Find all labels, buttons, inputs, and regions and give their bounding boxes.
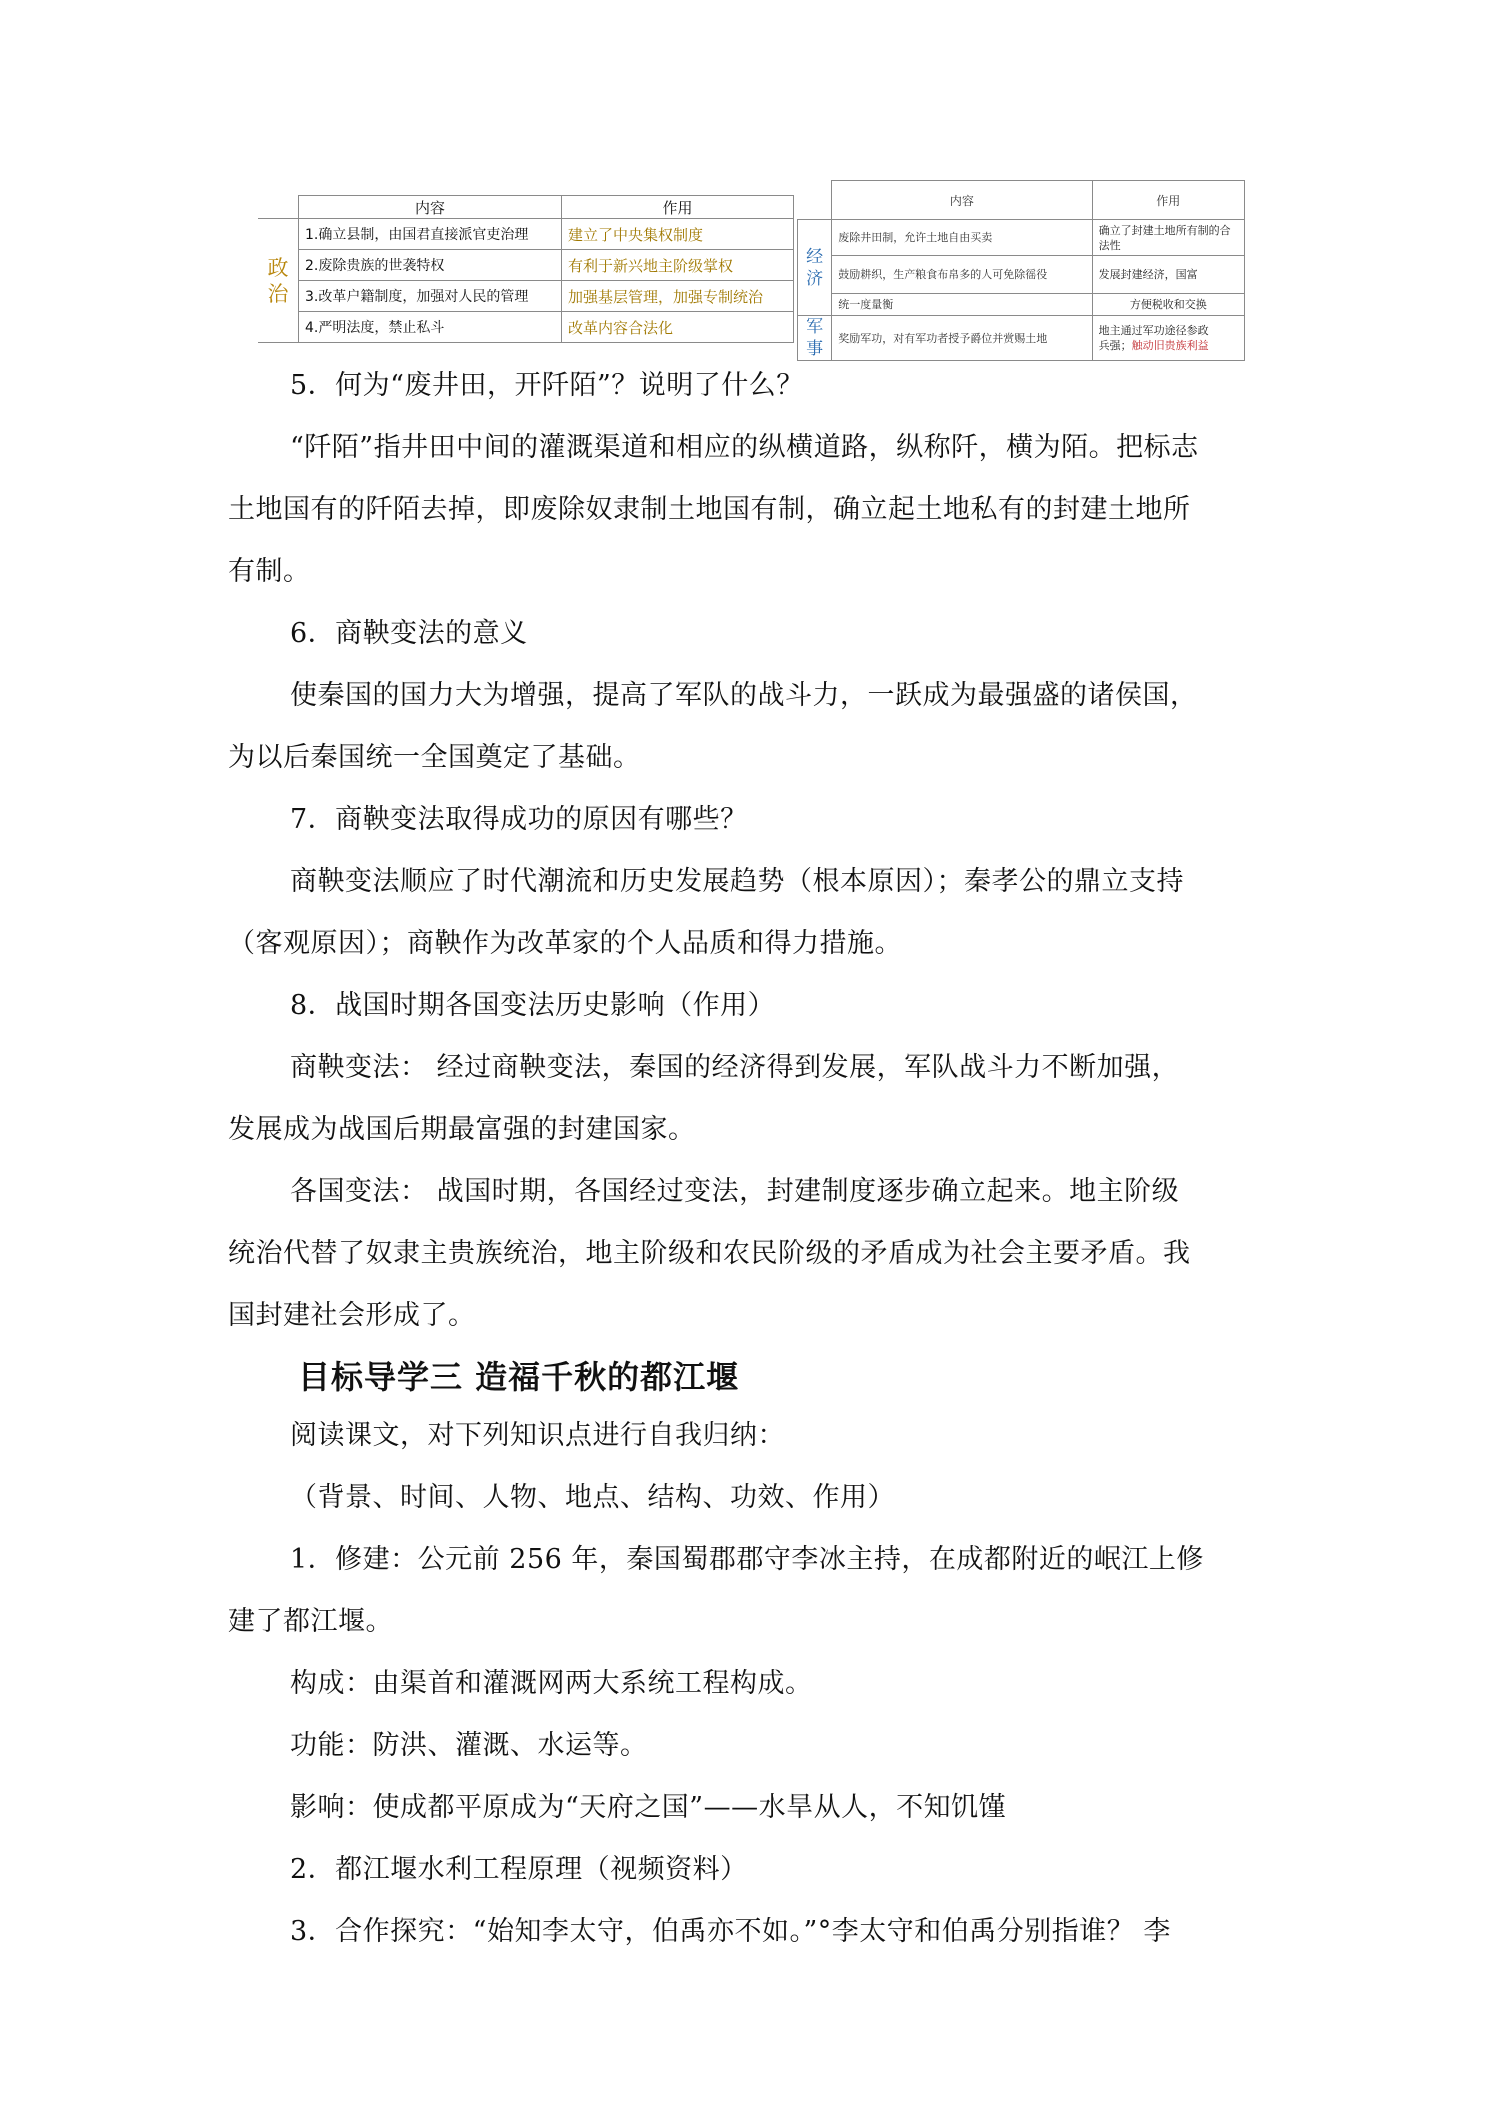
table-cell-content: 4.严明法度，禁止私斗 xyxy=(299,312,562,343)
table-cell-content: 3.改革户籍制度，加强对人民的管理 xyxy=(299,281,562,312)
reform-politics-table xyxy=(258,195,794,343)
column-header-content: 内容 xyxy=(299,196,562,219)
table-cell-content: 奖励军功，对有军功者授予爵位并赏赐土地 xyxy=(832,316,1092,361)
paragraph-line: （背景、时间、人物、地点、结构、功效、作用） xyxy=(290,1482,895,1513)
paragraph-line: 建了都江堰。 xyxy=(228,1606,393,1637)
section-heading: 目标导学三 造福千秋的都江堰 xyxy=(298,1358,740,1396)
table-corner xyxy=(798,181,832,220)
reform-economy-military-table xyxy=(797,180,1245,361)
effect-text: 地主通过军功途径参政 xyxy=(1098,324,1209,337)
paragraph-line: 影响：使成都平原成为“天府之国”——水旱从人，不知饥馑 xyxy=(290,1792,1007,1823)
paragraph-line: 土地国有的阡陌去掉，即废除奴隶制土地国有制，确立起土地私有的封建土地所 xyxy=(228,494,1191,525)
paragraph-line: （客观原因）；商鞅作为改革家的个人品质和得力措施。 xyxy=(228,928,902,959)
table-cell-content: 废除井田制，允许土地自由买卖 xyxy=(832,220,1092,256)
paragraph-line: “阡陌”指井田中间的灌溉渠道和相应的纵横道路，纵称阡，横为陌。把标志 xyxy=(290,432,1199,463)
table-cell-effect xyxy=(1092,316,1244,361)
effect-text-red: 触动旧贵族利益 xyxy=(1131,339,1209,352)
table-cell-effect: 确立了封建土地所有制的合法性 xyxy=(1092,220,1244,256)
question-6: 6．商鞅变法的意义 xyxy=(290,618,528,649)
question-7: 7．商鞅变法取得成功的原因有哪些？ xyxy=(290,804,748,835)
paragraph-line: 商鞅变法： 经过商鞅变法，秦国的经济得到发展，军队战斗力不断加强， xyxy=(290,1052,1180,1083)
paragraph-line: 为以后秦国统一全国奠定了基础。 xyxy=(228,742,641,773)
paragraph-line: 1．修建：公元前 256 年，秦国蜀郡郡守李冰主持，在成都附近的岷江上修 xyxy=(290,1544,1204,1575)
paragraph-line: 国封建社会形成了。 xyxy=(228,1300,476,1331)
column-header-effect: 作用 xyxy=(562,196,794,219)
paragraph-line: 3．合作探究：“始知李太守，伯禹亦不如。”°李太守和伯禹分别指谁？ 李 xyxy=(290,1916,1171,1947)
paragraph-line: 各国变法： 战国时期，各国经过变法，封建制度逐步确立起来。地主阶级 xyxy=(290,1176,1180,1207)
table-corner xyxy=(258,196,299,219)
category-economy: 经济 xyxy=(798,220,832,316)
question-8: 8．战国时期各国变法历史影响（作用） xyxy=(290,990,776,1021)
table-cell-effect: 有利于新兴地主阶级掌权 xyxy=(562,250,794,281)
category-military: 军事 xyxy=(798,316,832,361)
table-cell-content: 1.确立县制，由国君直接派官吏治理 xyxy=(299,219,562,250)
table-cell-effect: 改革内容合法化 xyxy=(562,312,794,343)
category-politics: 政治 xyxy=(258,219,299,343)
table-cell-effect: 发展封建经济，国富 xyxy=(1092,256,1244,294)
paragraph-line: 功能：防洪、灌溉、水运等。 xyxy=(290,1730,648,1761)
table-cell-content: 统一度量衡 xyxy=(832,294,1092,316)
table-cell-content: 2.废除贵族的世袭特权 xyxy=(299,250,562,281)
paragraph-line: 统治代替了奴隶主贵族统治，地主阶级和农民阶级的矛盾成为社会主要矛盾。我 xyxy=(228,1238,1191,1269)
paragraph-line: 发展成为战国后期最富强的封建国家。 xyxy=(228,1114,696,1145)
table-cell-content: 鼓励耕织，生产粮食布帛多的人可免除徭役 xyxy=(832,256,1092,294)
paragraph-line: 构成：由渠首和灌溉网两大系统工程构成。 xyxy=(290,1668,813,1699)
paragraph-line: 有制。 xyxy=(228,556,311,587)
question-5: 5．何为“废井田，开阡陌”？说明了什么？ xyxy=(290,370,804,401)
column-header-content: 内容 xyxy=(832,181,1092,220)
table-cell-effect: 方便税收和交换 xyxy=(1092,294,1244,316)
table-cell-effect: 加强基层管理，加强专制统治 xyxy=(562,281,794,312)
paragraph-line: 2．都江堰水利工程原理（视频资料） xyxy=(290,1854,748,1885)
paragraph-line: 阅读课文，对下列知识点进行自我归纳： xyxy=(290,1420,785,1451)
effect-text: 兵强； xyxy=(1098,339,1132,352)
column-header-effect: 作用 xyxy=(1092,181,1244,220)
table-cell-effect: 建立了中央集权制度 xyxy=(562,219,794,250)
paragraph-line: 使秦国的国力大为增强，提高了军队的战斗力，一跃成为最强盛的诸侯国， xyxy=(290,680,1198,711)
paragraph-line: 商鞅变法顺应了时代潮流和历史发展趋势（根本原因）；秦孝公的鼎立支持 xyxy=(290,866,1184,897)
